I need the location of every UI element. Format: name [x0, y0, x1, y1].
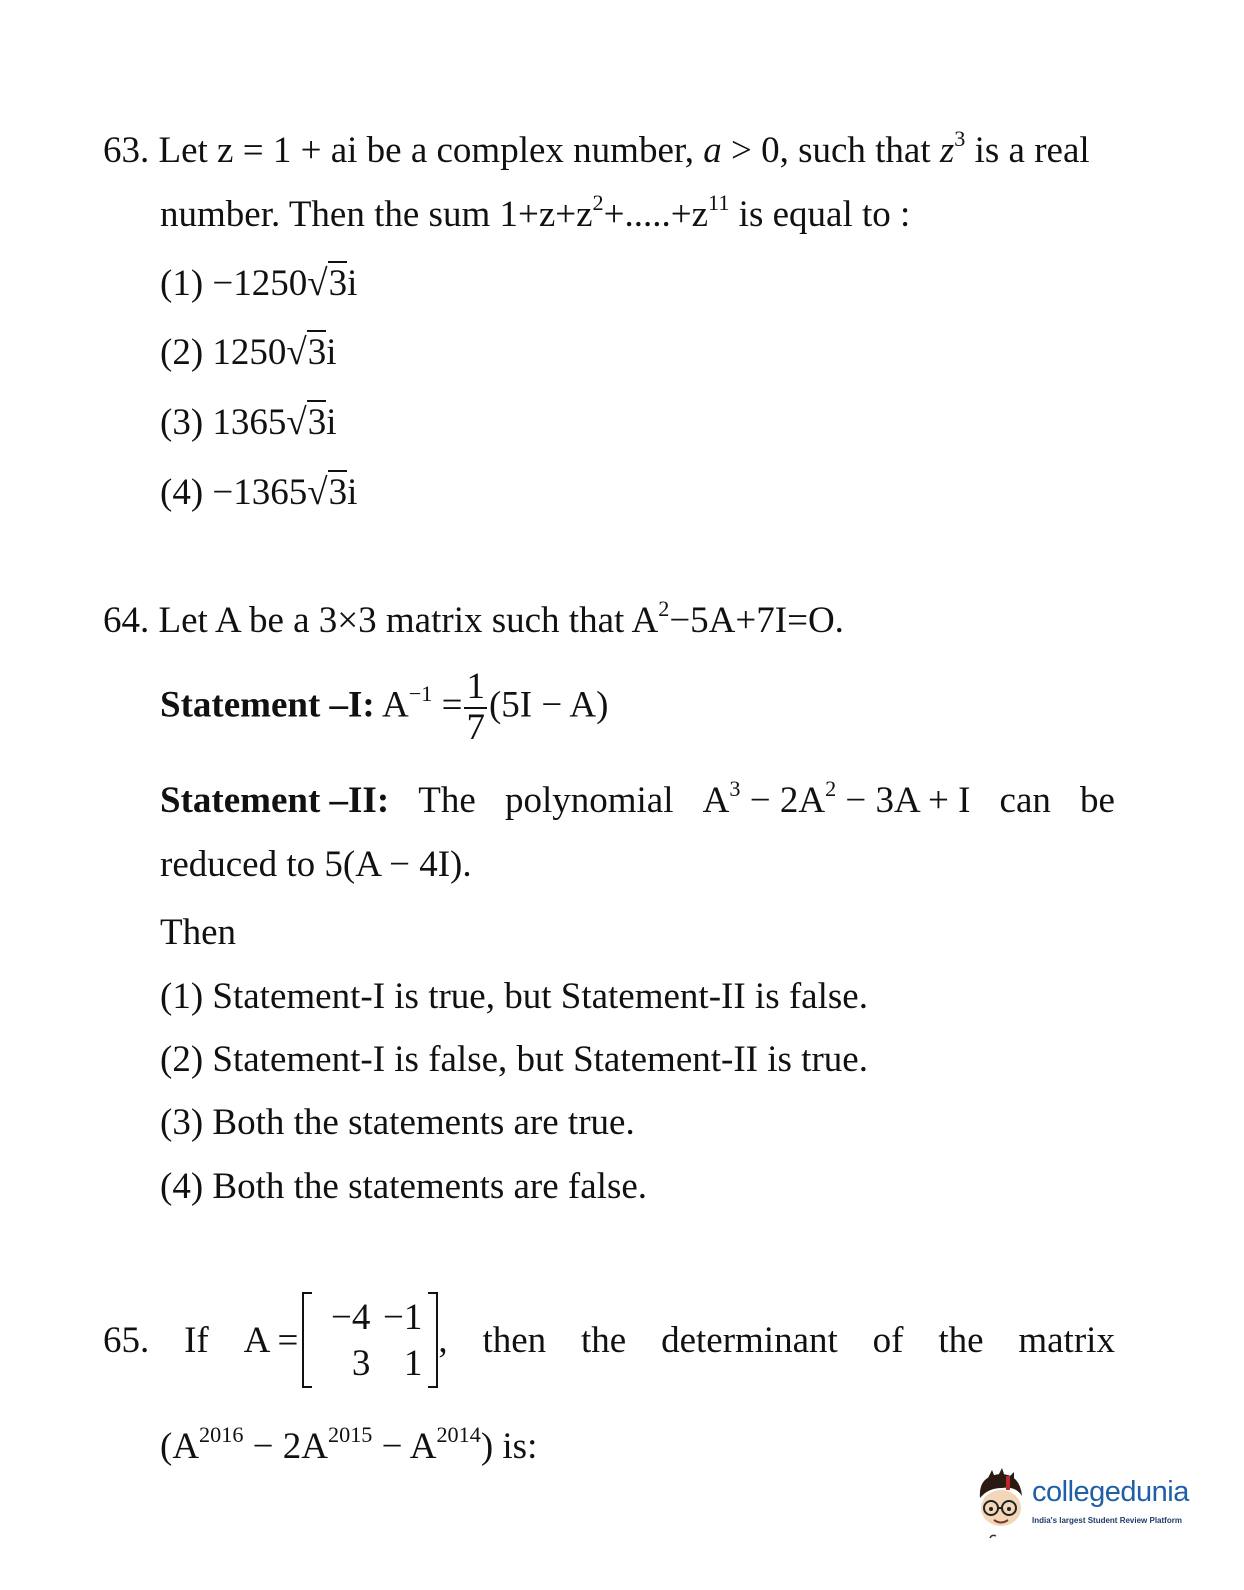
- q64-option-3[interactable]: (3) Both the statements are true.: [160, 1102, 635, 1143]
- q64-option-2[interactable]: (2) Statement-I is false, but Statement-II is true.: [160, 1039, 868, 1080]
- matrix-cell: −4: [331, 1296, 371, 1338]
- left-bracket: [302, 1292, 312, 1388]
- q64-number: 64.: [103, 600, 150, 641]
- logo-tagline: India's largest Student Review Platform: [1032, 1516, 1182, 1525]
- q65-line1: 65. If A = −4 −1 3 1 , then the determinant of the matrix: [103, 1292, 1115, 1388]
- sqrt-symbol: √: [286, 402, 307, 443]
- q64-line1: 64. Let A be a 3×3 matrix such that $A^2-5A+7I=O$.: [103, 596, 844, 641]
- fraction: $\frac{1}{7}$: [466, 666, 485, 748]
- q63-line2: number. Then the sum $1+z+z^2+.....+z^{11}$ is equal to :: [160, 190, 911, 235]
- q63-line1: 63. Let z = 1 + ai be a complex number, a > 0, such that $z^3$ is a real: [103, 126, 1090, 171]
- matrix-cell: 3: [351, 1342, 371, 1384]
- q64-statement-2-line2: reduced to 5(A − 4I).: [160, 844, 472, 885]
- logo-wordmark: collegedunia: [1032, 1476, 1189, 1508]
- q64-option-4[interactable]: (4) Both the statements are false.: [160, 1166, 648, 1207]
- q64-then: Then: [160, 912, 237, 953]
- matrix-cell: 1: [403, 1342, 423, 1384]
- matrix-a: [302, 1292, 438, 1388]
- q64-statement-2-line1: Statement –II: The polynomial $A^3 - 2A^2 - 3A + I$ can be: [160, 776, 1115, 821]
- q65-number: 65.: [103, 1319, 150, 1361]
- q63-number: 63.: [103, 130, 150, 171]
- matrix-cell: −1: [383, 1296, 423, 1338]
- q63-option-3[interactable]: (3) 1365√3i: [160, 402, 337, 443]
- q63-option-2[interactable]: (2) 1250√3i: [160, 332, 337, 373]
- collegedunia-logo[interactable]: [972, 1468, 1202, 1548]
- q63-option-1[interactable]: (1) −1250√3i: [160, 263, 358, 304]
- sqrt-symbol: √: [307, 263, 328, 304]
- mascot-icon: [972, 1468, 1030, 1548]
- sqrt-symbol: √: [286, 332, 307, 373]
- q65-expression: $(A^{2016} - 2A^{2015} - A^{2014})$ is:: [160, 1422, 538, 1467]
- q63-option-4[interactable]: (4) −1365√3i: [160, 472, 358, 513]
- q64-statement-1: Statement –I: $A^{-1}$ = $\frac{1}{7}$ (5I − A): [160, 666, 609, 748]
- right-bracket: [428, 1292, 438, 1388]
- q64-option-1[interactable]: (1) Statement-I is true, but Statement-II is false.: [160, 976, 868, 1017]
- sqrt-symbol: √: [307, 472, 328, 513]
